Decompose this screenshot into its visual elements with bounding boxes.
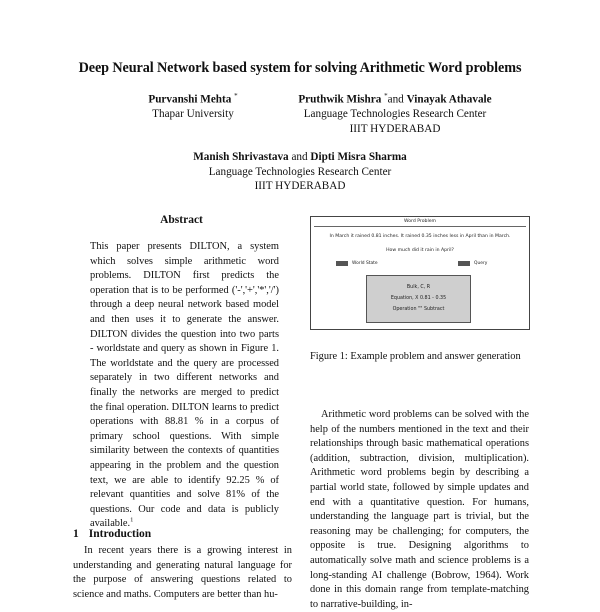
figure-divider: [314, 226, 526, 227]
figure-question: How much did it rain in April?: [386, 248, 454, 253]
author-affiliation: IIIT HYDERABAD: [254, 180, 346, 192]
abstract-heading: Abstract: [160, 214, 203, 226]
answer-line: Operation "" Subtract: [392, 307, 445, 312]
section-heading-introduction: [73, 528, 151, 540]
world-state-swatch-icon: [336, 261, 348, 266]
figure-title: Word Problem: [403, 219, 437, 224]
author-block-2: [270, 89, 520, 136]
legend-world-state: World State: [352, 261, 378, 266]
section-number: 1: [73, 528, 79, 540]
legend-query: Query: [474, 261, 488, 266]
query-swatch-icon: [458, 261, 470, 266]
author-mark: *: [384, 92, 388, 100]
paper-title: Deep Neural Network based system for solving Arithmetic Word problems: [78, 60, 522, 76]
figure-caption: Figure 1: Example problem and answer generation: [310, 351, 521, 362]
section-title: Introduction: [88, 528, 152, 540]
author-affiliation: Thapar University: [152, 108, 234, 121]
figure-1: [310, 216, 530, 330]
author-connector: and: [291, 151, 308, 163]
author-name: Purvanshi Mehta: [148, 93, 232, 106]
footnote-mark: 1: [130, 516, 134, 524]
figure-problem-sentence: In March it rained 0.81 inches. It rained 0.35 inches less in April than in March.: [329, 234, 511, 239]
author-block-3: [150, 150, 450, 194]
author-block-1: [128, 89, 258, 122]
right-column-body: Arithmetic word problems can be solved with the help of the numbers mentioned in the text and their relationships through basic mathematical operations (addition, subtraction, division, multiplication). Arithmetic word problems begin by describing a partial world state, followed by simple updates and end with a quantitative question. For humans, understanding the language part is trivial, but the reasoning may be challenging; for computers, the opposite is true. Designing algorithms to automatically solve math and science problems is a long-standing AI challenge (Bobrow, 1964). Work done in this domain range from template-matching to narrative-building, in-: [310, 409, 529, 610]
author-mark: *: [234, 92, 238, 100]
introduction-body: In recent years there is a growing interest in understanding and generating natural language for the purpose of answering questions related to science and maths. Computers are better than hu-: [73, 545, 292, 600]
author-name: Dipti Misra Sharma: [310, 151, 407, 163]
answer-box: [366, 275, 471, 323]
author-connector: and: [387, 93, 404, 106]
author-name: Vinayak Athavale: [406, 93, 492, 106]
author-name: Pruthwik Mishra: [298, 93, 382, 106]
author-affiliation: Language Technologies Research Center: [303, 108, 487, 121]
author-affiliation: Language Technologies Research Center: [208, 165, 392, 178]
author-affiliation: IIIT HYDERABAD: [349, 122, 441, 135]
abstract-text: This paper presents DILTON, a system which solves simple arithmetic word problems. DILTON first predicts the operation that is to be performed ('-','+','*','/') through a deep neural network based model and then uses it to generate the answer. DILTON divides the question into two parts - worldstate and query as shown in Figure 1. The worldstate and the query are processed separately in two different networks and finally the networks are merged to predict the final operation. DILTON learns to predict operations with 88.81 % in a corpus of primary school questions. With simple similarity between the contexts of quantities appearing in the problem and the question text, we are able to identify 92.25 % of relevant quantities and solve 81% of the questions. Our code and data is publicly available.: [90, 241, 279, 530]
author-name: Manish Shrivastava: [193, 151, 289, 163]
abstract-body: [90, 240, 279, 532]
answer-line: Bulk, C, R: [406, 285, 431, 290]
answer-line: Equation, X 0.81 - 0.35: [390, 296, 447, 301]
